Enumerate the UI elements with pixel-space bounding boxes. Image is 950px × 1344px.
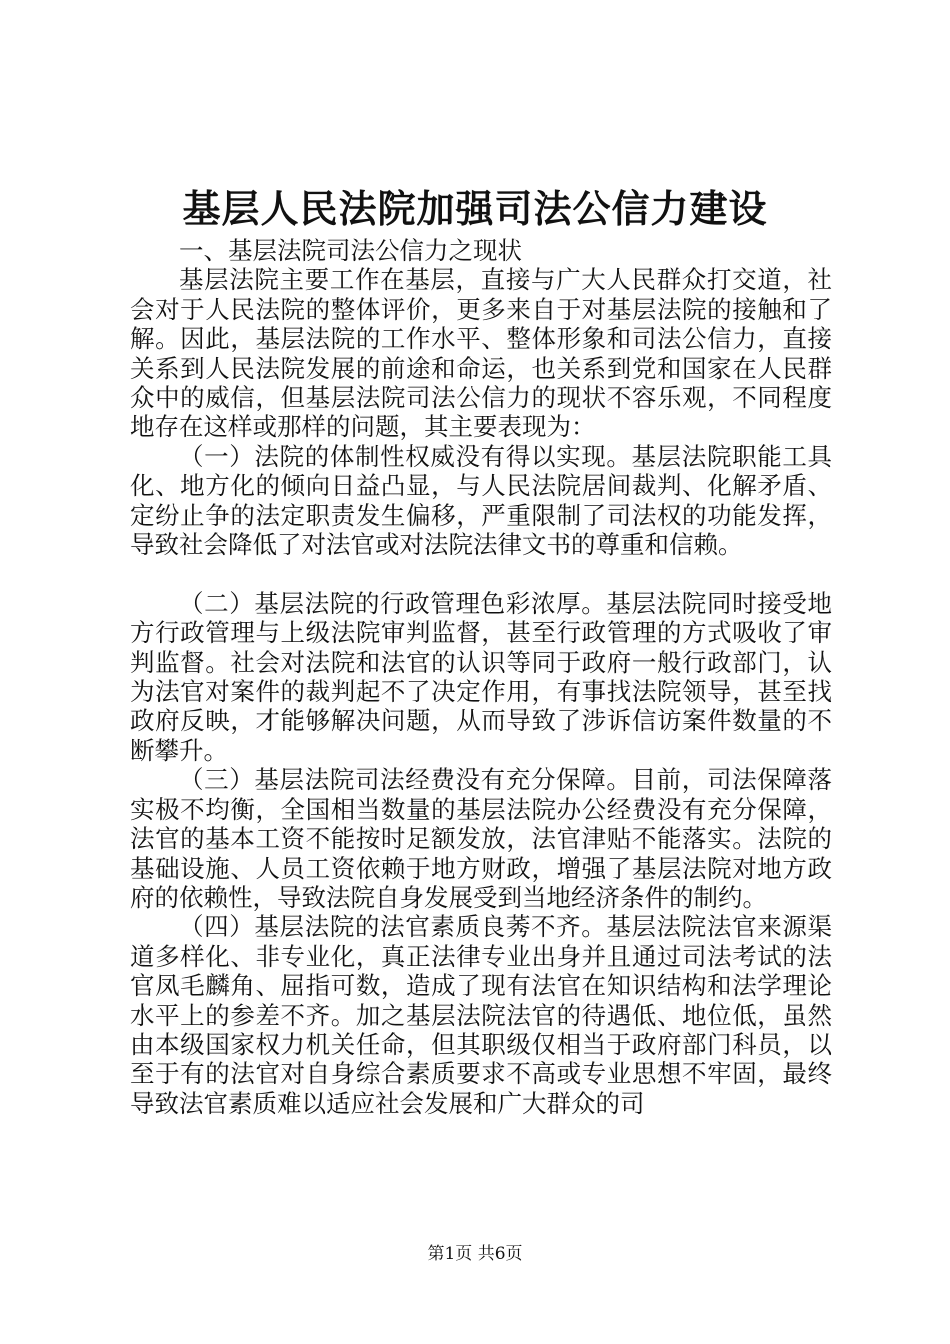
paragraph-point-2: （二）基层法院的行政管理色彩浓厚。基层法院同时接受地方行政管理与上级法院审判监督，甚至行政管理的方式吸收了审判监督。社会对法院和法官的认识等同于政府一般行政部门，认为法官对案件的裁判起不了决定作用，有事找法院领导，甚至找政府反映，才能够解决问题，从而导致了涉诉信访案件数量的不断攀升。 <box>130 588 832 765</box>
document-title: 基层人民法院加强司法公信力建设 <box>182 186 768 231</box>
document-body <box>130 236 832 1118</box>
page-footer: 第1页 共6页 <box>427 1244 523 1264</box>
paragraph-point-1: （一）法院的体制性权威没有得以实现。基层法院职能工具化、地方化的倾向日益凸显，与人民法院居间裁判、化解矛盾、定纷止争的法定职责发生偏移，严重限制了司法权的功能发挥，导致社会降低了对法官或对法院法律文书的尊重和信赖。 <box>130 441 832 560</box>
paragraph-intro: 基层法院主要工作在基层，直接与广大人民群众打交道，社会对于人民法院的整体评价，更多来自于对基层法院的接触和了解。因此，基层法院的工作水平、整体形象和司法公信力，直接关系到人民法院发展的前途和命运，也关系到党和国家在人民群众中的威信，但基层法院司法公信力的现状不容乐观，不同程度地存在这样或那样的问题，其主要表现为： <box>130 265 832 442</box>
section-heading: 一、基层法院司法公信力之现状 <box>179 236 522 265</box>
paragraph-point-4: （四）基层法院的法官素质良莠不齐。基层法院法官来源渠道多样化、非专业化，真正法律专业出身并且通过司法考试的法官凤毛麟角、屈指可数，造成了现有法官在知识结构和法学理论水平上的参差不齐。加之基层法院法官的待遇低、地位低，虽然由本级国家权力机关任命，但其职级仅相当于政府部门科员，以至于有的法官对自身综合素质要求不高或专业思想不牢固，最终导致法官素质难以适应社会发展和广大群众的司 <box>130 912 832 1118</box>
paragraph-point-3: （三）基层法院司法经费没有充分保障。目前，司法保障落实极不均衡，全国相当数量的基层法院办公经费没有充分保障，法官的基本工资不能按时足额发放，法官津贴不能落实。法院的基础设施、人员工资依赖于地方财政，增强了基层法院对地方政府的依赖性，导致法院自身发展受到当地经济条件的制约。 <box>130 765 832 912</box>
